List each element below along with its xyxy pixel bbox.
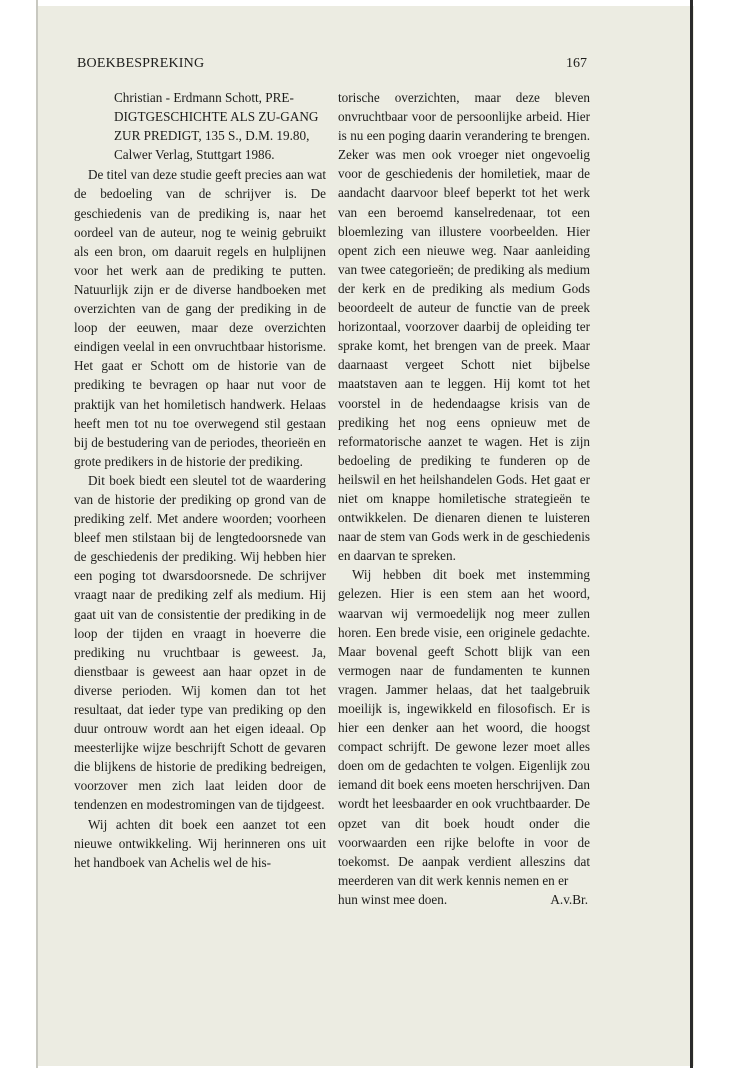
review-paragraph-1: De titel van deze studie geeft precies aan wat de bedoeling van de schrijver is. De geschiedenis van de prediking is, naar het oordeel van de auteur, nog te weinig gebruikt als een bron, om daaruit regels en hulplijnen voor het werk aan de prediking te putten. Natuurlijk zijn er de diverse handboeken met overzichten van de gang der prediking in de loop der eeuwen, maar deze overzichten eindigen veelal in een onvruchtbaar historisme. Het gaat er Schott om de historie van de prediking te bevragen op haar nut voor de praktijk van het homiletisch handwerk. Helaas heeft men tot nu toe overwegend stil gestaan bij de bestudering van de periodes, theorieën en grote predikers in de historie der prediking. (74, 167, 326, 469)
closing-text: hun winst mee doen. (338, 891, 448, 907)
left-column (74, 88, 326, 872)
review-paragraph-3: Wij achten dit boek een aanzet tot een nieuwe ontwikkeling. Wij herinneren ons uit het handboek van Achelis wel de his- (74, 816, 326, 870)
review-paragraph-4: Wij hebben dit boek met instemming gelezen. Hier is een stem aan het woord, waarvan wij vermoedelijk nog meer zullen horen. Een brede visie, een originele gedachte. Maar bovenal geeft Schott blijk van een vermogen naar de fundamenten te kunnen vragen. Jammer helaas, dat het taalgebruik moeilijk is, ingewikkeld en filosofisch. Er is hier een denker aan het woord, die hoogst compact schrijft. De gewone lezer moet alles doen om de gedachten te volgen. Eigenlijk zou iemand dit boek eens moeten herschrijven. Dan wordt het leesbaarder en ook vruchtbaarder. De opzet van dit boek houdt onder die voorwaarden een rijke belofte in voor de toekomst. De aanpak verdient alleszins dat meerderen van dit werk kennis nemen en er (338, 567, 590, 888)
running-head: BOEKBESPREKING (77, 56, 205, 71)
reviewer-signature: A.v.Br. (550, 891, 588, 907)
page-number: 167 (566, 56, 587, 71)
page-right-edge (690, 0, 693, 1068)
right-column (338, 88, 590, 909)
review-paragraph-2: Dit boek biedt een sleutel tot de waardering van de historie der prediking op grond van de prediking zelf. Met andere woorden; voorheen bleef men stilstaan bij de lengtedoorsnede van de geschiedenis der prediking. Wij hebben hier een poging tot dwarsdoorsnede. De schrijver vraagt naar de prediking zelf als medium. Hij gaat uit van de consistentie der prediking in de loop der tijden en vraagt in hoeverre die prediking nu vruchtbaar is geweest. Ja, dienstbaar is geweest aan haar opzet in de diverse perioden. Wij komen dan tot het resultaat, dat ieder type van prediking op den duur ontrouw wordt aan het eigen ideaal. Op meesterlijke wijze beschrijft Schott de gevaren die blijkens de historie de prediking bedreigen, voorzover men zich laat leiden door de tendenzen en modestromingen van de tijdgeest. (74, 472, 326, 813)
bibliographic-entry: Christian - Erdmann Schott, PRE-DIGTGESCHICHTE ALS ZU-GANG ZUR PREDIGT, 135 S., D.M. 19.80, Calwer Verlag, Stuttgart 1986. (114, 90, 319, 163)
closing-line (338, 890, 590, 909)
review-paragraph-3-continued: torische overzichten, maar deze bleven onvruchtbaar voor de persoonlijke arbeid. Hier is nu een poging daarin verandering te brengen. Zeker was men ook vroeger niet ongevoelig voor de geschiedenis der homiletiek, maar de aandacht daarvoor bleef beperkt tot het werk van een beroemd kanselredenaar, tot een bloemlezing van illustere voorbeelden. Hier opent zich een nieuwe weg. Naar aanleiding van twee categorieën; de prediking als medium der kerk en de prediking als medium Gods beoordeelt de auteur de functie van de preek horizontaal, voorzover daarbij de opleiding ter sprake komt, het brengen van de preek. Maar daarnaast vergeet Schott niet bijbelse maatstaven aan te leggen. Hij komt tot het voorstel in de hedendaagse krisis van de prediking het nog eens opnieuw met de reformatorische aanzet te wagen. Het is zijn bedoeling de prediking te funderen op de heilswil en het heilshandelen Gods. Het gaat er niet om knappe homiletische strategieën te ontwikkelen. De dienaren dienen te luisteren naar de stem van Gods werk in de geschiedenis en daarvan te spreken. (338, 90, 590, 564)
